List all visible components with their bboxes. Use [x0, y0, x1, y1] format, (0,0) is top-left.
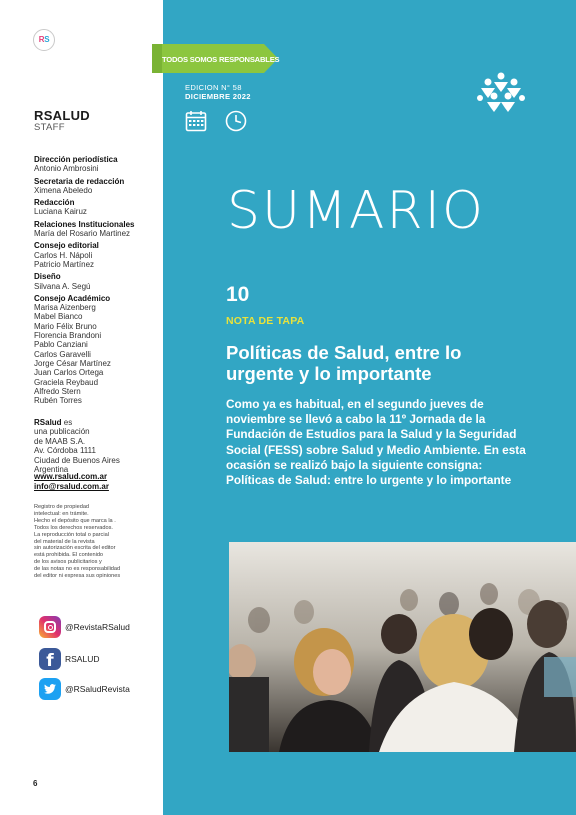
- facebook-link[interactable]: [39, 648, 163, 672]
- legal-line: Registro de propiedad: [34, 504, 90, 510]
- legal-line: de los avisos publicitarios y: [34, 559, 102, 566]
- credit-block: [34, 294, 162, 406]
- facebook-icon: f: [39, 648, 61, 670]
- credit-name: Mario Félix Bruno: [34, 321, 97, 331]
- credit-role: Consejo editorial: [34, 241, 99, 251]
- publisher-line: Av. Córdoba 1111: [34, 446, 96, 456]
- credit-role: Secretaria de redacción: [34, 176, 125, 186]
- credit-block: [34, 241, 162, 269]
- article-photo: [229, 542, 576, 752]
- credit-block: [34, 155, 162, 174]
- legal-line: La reproducción total o parcial: [34, 531, 109, 538]
- contact-links: [34, 472, 109, 492]
- email-link[interactable]: info@rsalud.com.ar: [34, 482, 109, 491]
- rs-logo: RS: [33, 29, 55, 51]
- credit-name: Graciela Reybaud: [34, 377, 99, 387]
- credit-name: Jorge César Martínez: [34, 358, 111, 368]
- publisher-info: RSalud es una publicación de MAAB S.A. Av. Córdoba 1111 Ciudad de Buenos Aires Argentina: [34, 418, 162, 474]
- credit-role: Redacción: [34, 198, 75, 208]
- credit-block: [34, 220, 162, 239]
- publisher-line: una publicación: [34, 427, 90, 437]
- credit-block: [34, 198, 162, 217]
- staff-label: STAFF: [34, 122, 65, 133]
- article-section: NOTA DE TAPA: [226, 315, 305, 327]
- twitter-link[interactable]: [39, 678, 163, 702]
- brand-name: RSALUD: [34, 108, 90, 123]
- credit-name: Pablo Canziani: [34, 340, 88, 350]
- credit-name: Juan Carlos Ortega: [34, 368, 104, 378]
- article-headline[interactable]: Políticas de Salud, entre lo urgente y lo importante: [226, 342, 462, 384]
- edition-date: DICIEMBRE 2022: [185, 92, 251, 101]
- credit-name: Antonio Ambrosini: [34, 164, 99, 174]
- credit-name: Ximena Abeledo: [34, 185, 93, 195]
- legal-line: de las notas no es responsabilidad: [34, 566, 121, 573]
- instagram-link[interactable]: [39, 616, 163, 640]
- publisher-line: de MAAB S.A.: [34, 436, 86, 446]
- legal-line: del material de la revista: [34, 538, 95, 545]
- tag-text: TODOS SOMOS RESPONSABLES: [162, 55, 280, 64]
- article-page-number: 10: [226, 283, 250, 306]
- legal-notice: [34, 504, 162, 580]
- edition-number: EDICION N° 58: [185, 83, 242, 92]
- twitter-icon: [39, 678, 61, 700]
- credit-block: [34, 272, 162, 291]
- credit-name: Silvana A. Segú: [34, 281, 91, 291]
- legal-line: sin autorización escrita del editor: [34, 545, 116, 552]
- calendar-icon: [185, 110, 207, 132]
- legal-line: está prohibida. El contenido: [34, 552, 104, 559]
- legal-line: intelectual: en trámite.: [34, 510, 89, 517]
- credit-name: Mabel Bianco: [34, 312, 83, 322]
- clock-icon: [225, 110, 247, 132]
- legal-line: Hecho el depósito que marca la .: [34, 517, 116, 524]
- credit-name: Luciana Kairuz: [34, 207, 87, 217]
- website-link[interactable]: www.rsalud.com.ar: [34, 472, 108, 481]
- publisher-line: Ciudad de Buenos Aires: [34, 455, 120, 465]
- credit-name: Patricio Martínez: [34, 259, 95, 269]
- credit-role: Consejo Académico: [34, 293, 111, 303]
- credit-role: Relaciones Institucionales: [34, 219, 135, 229]
- credits-list: [34, 155, 162, 408]
- instagram-icon: [39, 616, 61, 638]
- people-logo-icon: [476, 72, 526, 114]
- facebook-handle: RSALUD: [65, 654, 100, 664]
- publisher-name: RSalud: [34, 418, 62, 427]
- page-number: 6: [33, 779, 38, 788]
- credit-name: Alfredo Stern: [34, 386, 81, 396]
- legal-line: Todos los derechos reservados.: [34, 524, 113, 531]
- article-lead: Como ya es habitual, en el segundo jueves de noviembre se llevó a cabo la 11º Jornada de la Fundación de Estudios para la Salud y la Seguridad Social (FESS) sobre Salud y Medio Ambiente. En esta ocasión se realizó bajo la siguiente consigna: Políticas de Salud: entre lo urgente y lo importante: [226, 397, 526, 488]
- credit-name: Rubén Torres: [34, 396, 82, 406]
- twitter-handle: @RSaludRevista: [65, 684, 130, 694]
- staff-column: [0, 0, 163, 815]
- credit-name: Marisa Aizenberg: [34, 303, 96, 313]
- credit-role: Dirección periodística: [34, 155, 118, 164]
- publisher-line: Argentina: [34, 465, 69, 475]
- credit-name: Carlos H. Nápoli: [34, 250, 93, 260]
- instagram-handle: @RevistaRSalud: [65, 622, 130, 632]
- credit-name: Carlos Garavelli: [34, 349, 91, 359]
- page-title: SUMARIO: [227, 181, 485, 241]
- credit-role: Diseño: [34, 272, 61, 282]
- credit-block: [34, 177, 162, 196]
- legal-line: del editor ni expresa sus opiniones: [34, 573, 121, 580]
- credit-name: Florencia Brandoni: [34, 331, 102, 341]
- credit-name: María del Rosario Martinez: [34, 229, 131, 239]
